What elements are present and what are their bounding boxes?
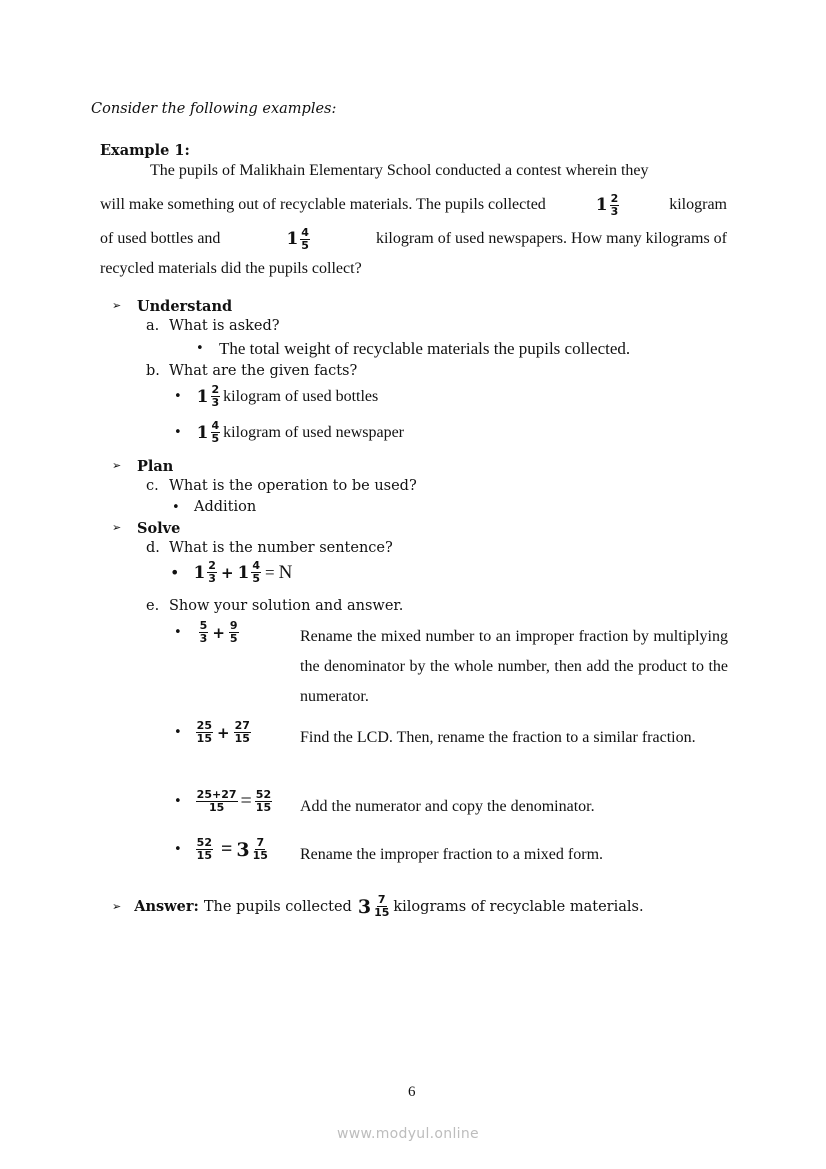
numerator: 2 — [610, 191, 619, 205]
whole: 1 — [196, 422, 209, 443]
problem-line — [100, 154, 727, 188]
solution-step-expr — [174, 789, 272, 814]
problem-paragraph — [100, 154, 727, 282]
bullet-icon: • — [174, 425, 182, 440]
denominator: 3 — [211, 396, 220, 409]
solution-step-expr — [174, 620, 239, 645]
denominator: 3 — [208, 572, 216, 585]
bullet-icon: • — [174, 389, 182, 404]
numerator: 52 — [196, 836, 212, 849]
whole: 1 — [595, 195, 608, 215]
problem-text: recycled materials did the pupils collect? — [100, 260, 362, 277]
denominator: 3 — [610, 204, 619, 218]
item-marker: a. — [146, 318, 160, 334]
watermark: www.modyul.online — [337, 1126, 479, 1142]
question-c: What is the operation to be used? — [169, 478, 417, 494]
numerator: 5 — [199, 619, 208, 632]
whole: 1 — [237, 562, 250, 583]
answer-text-after: kilograms of recyclable materials. — [393, 898, 644, 915]
denominator: 5 — [252, 572, 261, 585]
question-b: What are the given facts? — [169, 363, 358, 379]
numerator: 2 — [208, 559, 216, 572]
solution-step-description: Find the LCD. Then, rename the fraction to a similar fraction. — [300, 729, 696, 746]
solution-step-description: Rename the improper fraction to a mixed form. — [300, 846, 604, 863]
denominator: 15 — [255, 801, 272, 814]
operator: + — [212, 623, 225, 642]
mixed-number — [236, 837, 269, 862]
item-marker: c. — [146, 478, 159, 494]
operator: + — [216, 723, 230, 742]
denominator: 5 — [211, 432, 220, 445]
whole: 1 — [286, 229, 299, 249]
page-number: 6 — [408, 1084, 416, 1100]
arrow-bullet-icon: ➢ — [112, 299, 122, 312]
numerator: 9 — [229, 619, 238, 632]
numerator: 27 — [234, 719, 250, 732]
fact-bottles — [174, 384, 378, 409]
fact-text: kilogram of used bottles — [223, 387, 379, 405]
numerator: 25+27 — [196, 788, 237, 801]
numerator: 25 — [196, 719, 212, 732]
denominator: 15 — [252, 849, 268, 862]
denominator: 15 — [234, 732, 250, 745]
problem-text: will make something out of recyclable materials. The pupils collected — [100, 196, 546, 213]
problem-text: of used bottles and — [100, 230, 221, 247]
example-title: Example 1: — [100, 142, 190, 159]
bullet-icon: • — [174, 625, 182, 640]
numerator: 2 — [211, 383, 220, 396]
numerator: 7 — [256, 836, 265, 849]
numerator: 52 — [255, 788, 272, 801]
numerator: 7 — [377, 893, 386, 906]
question-d: What is the number sentence? — [169, 540, 393, 556]
answer-a: The total weight of recyclable materials the pupils collected. — [219, 339, 631, 358]
numerator: 4 — [252, 559, 261, 572]
item-marker: b. — [146, 363, 160, 379]
denominator: 15 — [374, 906, 390, 919]
bullet-icon: • — [170, 563, 180, 582]
denominator: 15 — [196, 849, 212, 862]
unknown-n: N — [278, 561, 293, 583]
mixed-number-bottles — [596, 188, 620, 222]
problem-text: kilogram of used newspapers. How many kilograms of — [375, 230, 727, 247]
operator: = — [240, 790, 252, 812]
bullet-icon: • — [174, 725, 182, 740]
operator: = — [220, 838, 233, 860]
mixed-number — [238, 560, 262, 585]
fact-newspaper — [174, 420, 404, 445]
arrow-bullet-icon: ➢ — [112, 521, 122, 534]
denominator: 5 — [301, 238, 309, 252]
bullet-icon: • — [174, 794, 182, 809]
numerator: 4 — [301, 225, 309, 239]
number-sentence — [170, 560, 292, 585]
answer-text-before: The pupils collected — [203, 898, 352, 915]
answer-value — [358, 894, 391, 919]
answer-label: Answer: — [134, 898, 199, 915]
whole: 1 — [196, 386, 209, 407]
problem-line — [100, 188, 727, 222]
arrow-bullet-icon: ➢ — [112, 459, 122, 472]
step-heading-plan: Plan — [137, 458, 174, 475]
problem-text: The pupils of Malikhain Elementary School conducted a contest wherein they — [150, 162, 649, 179]
mixed-number — [197, 384, 221, 409]
problem-line — [100, 222, 727, 256]
solution-step-description: Rename the mixed number to an improper fraction by multiplying the denominator by the whole number, then add the product to the numerator. — [300, 628, 728, 705]
question-a: What is asked? — [169, 318, 280, 334]
item-marker: e. — [146, 598, 160, 614]
step-heading-understand: Understand — [137, 298, 233, 315]
whole: 3 — [357, 895, 372, 918]
fact-text: kilogram of used newspaper — [223, 423, 405, 441]
arrow-bullet-icon: ➢ — [112, 900, 122, 913]
plus-sign: + — [220, 563, 234, 582]
final-answer — [112, 894, 644, 919]
denominator: 3 — [199, 632, 208, 645]
bullet-icon: • — [172, 500, 180, 515]
denominator: 15 — [196, 732, 212, 745]
mixed-number — [193, 560, 217, 585]
solution-step-description: Add the numerator and copy the denominator. — [300, 798, 595, 815]
mixed-number — [197, 420, 221, 445]
intro-text: Consider the following examples: — [91, 101, 337, 117]
problem-text: kilogram — [669, 196, 727, 213]
denominator: 15 — [208, 801, 225, 814]
numerator: 4 — [211, 419, 220, 432]
denominator: 5 — [229, 632, 238, 645]
answer-c: Addition — [194, 499, 257, 515]
solution-step-expr — [174, 837, 269, 862]
problem-line — [100, 256, 727, 282]
question-e: Show your solution and answer. — [169, 598, 404, 614]
mixed-number-newspapers — [286, 222, 310, 256]
whole: 3 — [236, 838, 250, 861]
bullet-icon: • — [174, 842, 182, 857]
bullet-icon: • — [196, 341, 204, 356]
whole: 1 — [193, 562, 206, 583]
item-marker: d. — [146, 540, 160, 556]
step-heading-solve: Solve — [137, 520, 181, 537]
equals-sign: = — [265, 562, 275, 582]
solution-step-expr — [174, 720, 251, 745]
